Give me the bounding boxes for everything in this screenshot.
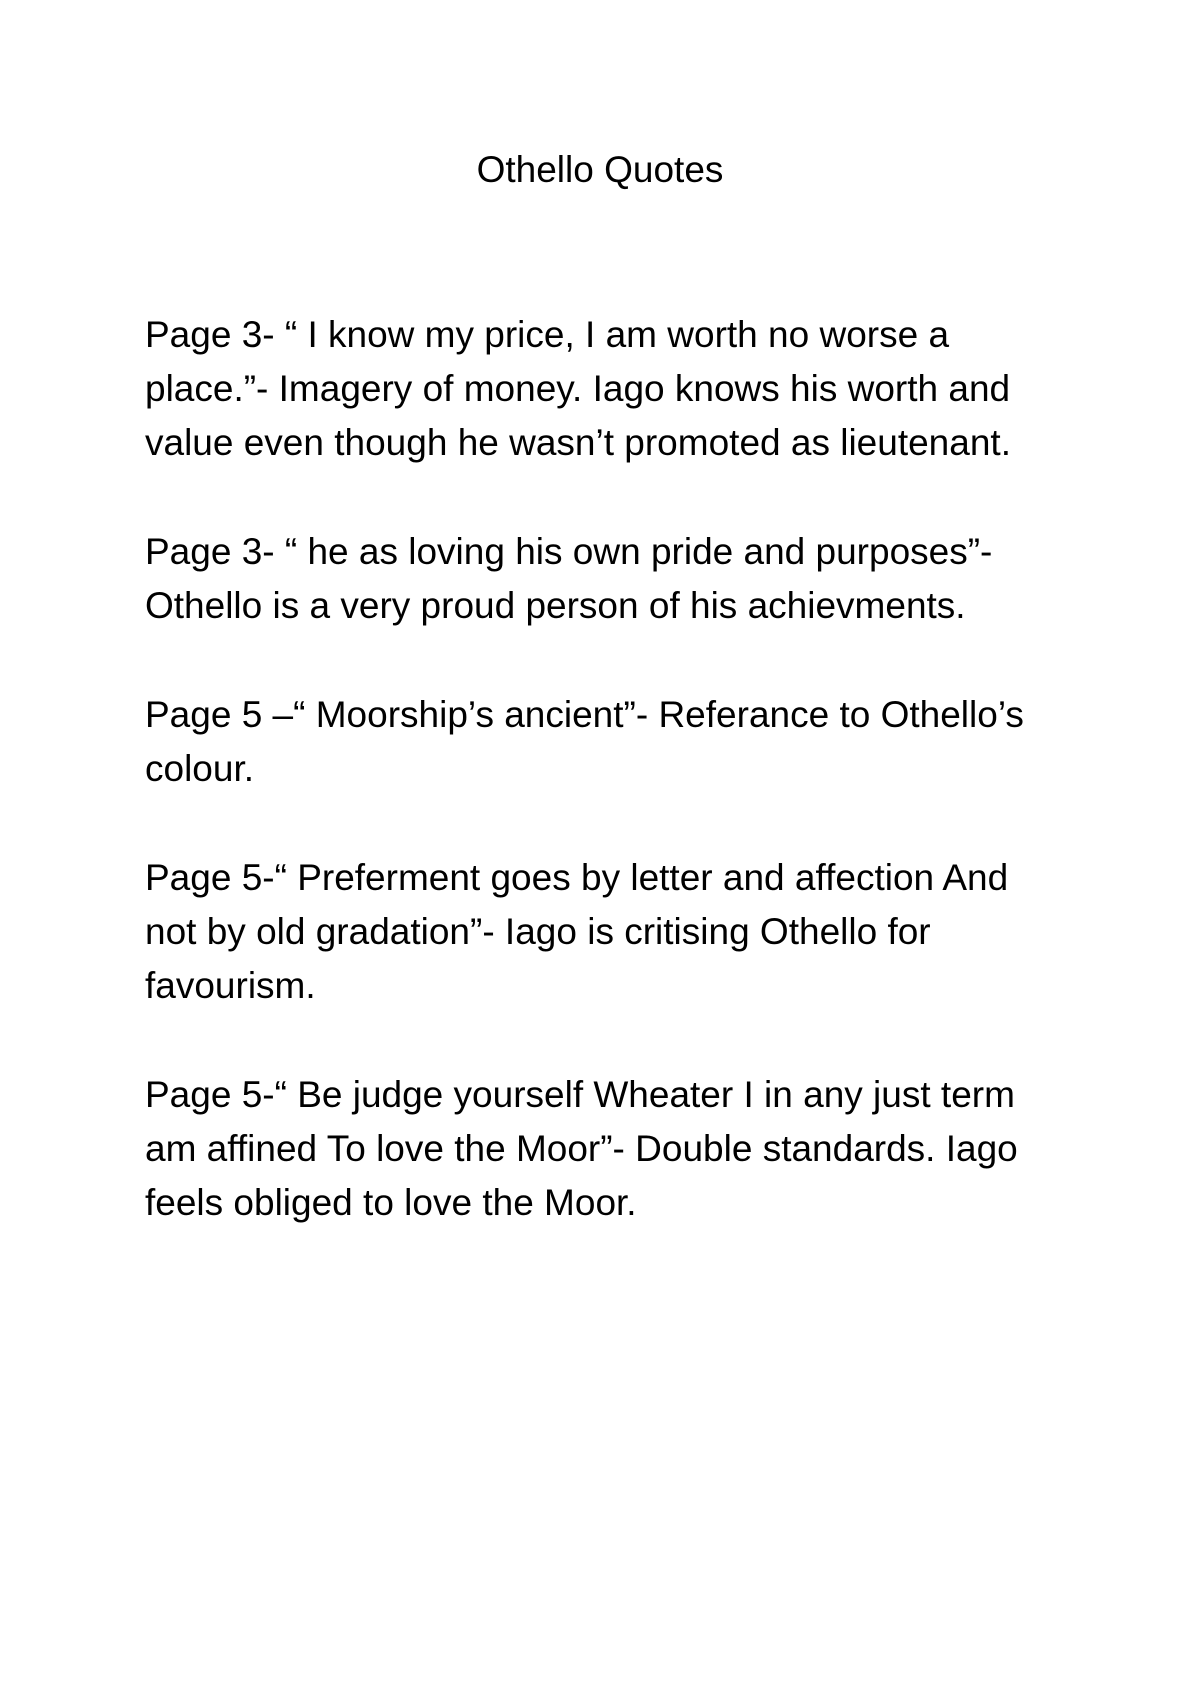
quote-paragraph-1: Page 3- “ I know my price, I am worth no worse a place.”- Imagery of money. Iago knows his worth and value even though he wasn’t promoted as lieutenant.: [145, 314, 1011, 463]
document-title: Othello Quotes: [476, 149, 724, 190]
quote-paragraph-4: Page 5-“ Preferment goes by letter and affection And not by old gradation”- Iago is critising Othello for favourism.: [145, 857, 1009, 1006]
quote-paragraph-3: Page 5 –“ Moorship’s ancient”- Referance to Othello’s colour.: [145, 694, 1024, 789]
quote-paragraph-5: Page 5-“ Be judge yourself Wheater I in any just term am affined To love the Moor”- Double standards. Iago feels obliged to love the Moor.: [145, 1074, 1018, 1223]
document-body: [145, 308, 1065, 1285]
quote-paragraph-2: Page 3- “ he as loving his own pride and purposes”- Othello is a very proud person of his achievments.: [145, 531, 993, 626]
